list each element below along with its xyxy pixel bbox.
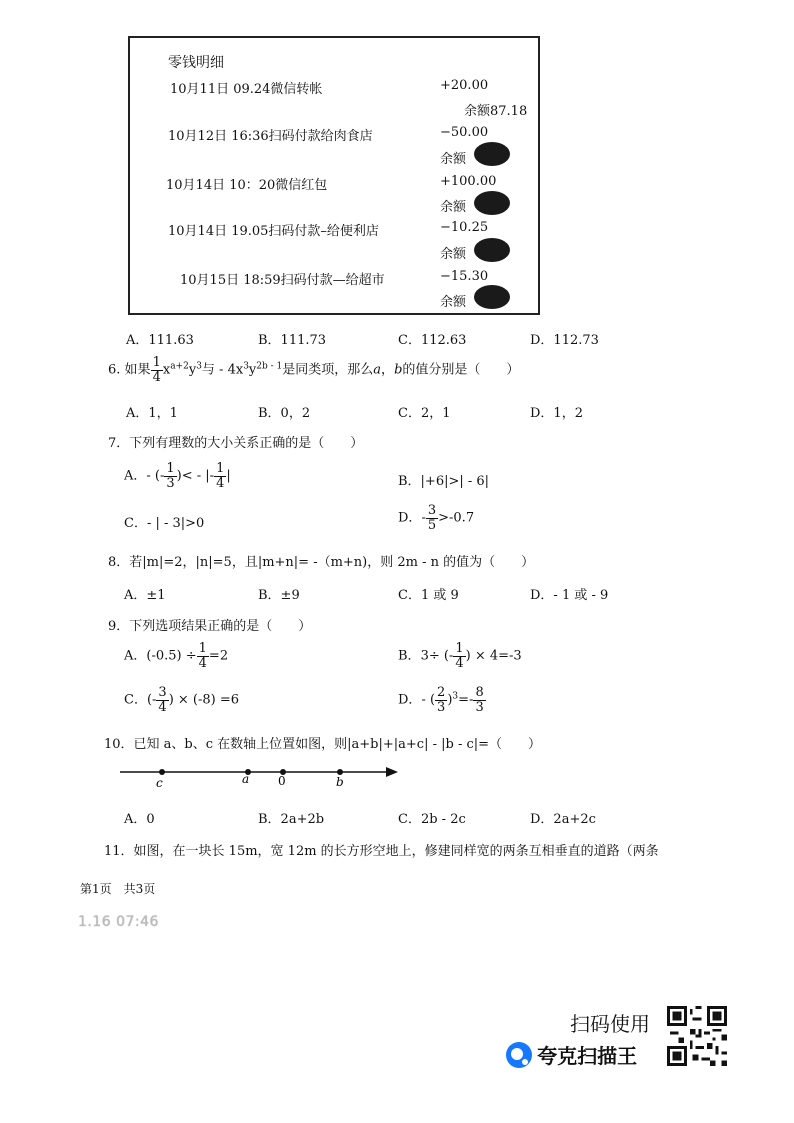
q6-option-b: B．0，2	[258, 406, 311, 421]
q7-stem: 7．下列有理数的大小关系正确的是（ ）	[108, 436, 364, 451]
q5-option-b: B．111.73	[258, 333, 327, 348]
wallet-row-desc: 10月12日 16:36扫码付款给肉食店	[168, 129, 373, 144]
wallet-row-desc: 10月15日 18:59扫码付款—给超市	[180, 273, 385, 288]
label-c: c	[156, 776, 163, 790]
timestamp-watermark: 1.16 07:46	[78, 914, 159, 930]
q8-stem: 8．若|m|=2，|n|=5，且|m+n|= -（m+n)，则 2m - n 的值为（ ）	[108, 555, 535, 570]
fraction: $\frac{1}{3}$	[166, 461, 175, 491]
q8-option-d: D．- 1 或 - 9	[530, 588, 609, 603]
fraction: $\frac{3}{5}$	[427, 503, 437, 533]
number-line	[118, 760, 408, 790]
wallet-row-balance: 余额	[440, 152, 467, 167]
q9-option-a: A．(-0.5) ÷ $\frac{1}{4}$ =2	[124, 641, 229, 671]
fraction: $\frac{1}{4}$	[198, 641, 207, 671]
page-number: 第1页 共3页	[80, 882, 156, 896]
q8-option-c: C．1 或 9	[398, 588, 459, 603]
wallet-title: 零钱明细	[168, 55, 224, 71]
label-a: a	[242, 772, 250, 786]
wallet-row-amount: −50.00	[440, 125, 489, 140]
wallet-row-balance: 余额	[440, 295, 467, 310]
q6-option-a: A．1，1	[126, 406, 178, 421]
scanner-brand	[505, 1040, 637, 1069]
q9-stem: 9．下列选项结果正确的是（ ）	[108, 619, 312, 634]
wallet-row-amount: −15.30	[440, 269, 489, 284]
q7-option-b: B．|+6|>| - 6|	[398, 474, 490, 489]
redacted-blob	[474, 191, 510, 215]
qr-code-icon[interactable]	[667, 1006, 727, 1066]
wallet-row-balance: 余额	[440, 247, 467, 262]
wallet-row-desc: 10月14日 10：20微信红包	[166, 178, 328, 193]
wallet-row-balance: 余额87.18	[464, 104, 528, 119]
q6-option-c: C．2，1	[398, 406, 451, 421]
q6-option-d: D．1，2	[530, 406, 583, 421]
q10-option-d: D．2a+2c	[530, 812, 596, 827]
brand-name: 夸克扫描王	[537, 1044, 638, 1068]
scan-to-use-label: 扫码使用	[570, 1012, 650, 1036]
q6-stem: 6. 如果 $\frac{1}{4}$ $x^{a+2}y^3$与 - $4x^3y^{2b - 1}$是同类项，那么a，b的值分别是（ ）	[108, 355, 520, 385]
q5-option-a: A．111.63	[126, 333, 194, 348]
q10-option-a: A．0	[124, 812, 155, 827]
label-0: 0	[278, 774, 286, 788]
q7-option-a: A．- (- $\frac{1}{3}$ )< - |- $\frac{1}{4}$ |	[124, 461, 231, 491]
q9-option-b: B．3÷ (- $\frac{1}{4}$ ) × 4=-3	[398, 641, 522, 671]
point-c	[159, 769, 165, 775]
q10-option-b: B．2a+2b	[258, 812, 325, 827]
fraction: $\frac{1}{4}$	[216, 461, 225, 491]
quark-logo-icon	[505, 1041, 533, 1069]
redacted-blob	[474, 238, 510, 262]
q7-option-d: D．- $\frac{3}{5}$ >-0.7	[398, 503, 475, 533]
q5-option-c: C．112.63	[398, 333, 467, 348]
fraction: $\frac{1}{4}$	[455, 641, 464, 671]
fraction: $\frac{8}{3}$	[475, 685, 484, 715]
fraction: $\frac{3}{4}$	[158, 685, 167, 715]
wallet-row-balance: 余额	[440, 200, 467, 215]
q9-option-d: D．- ( $\frac{2}{3}$ )$^3$=- $\frac{8}{3}$	[398, 685, 484, 715]
q10-option-c: C．2b - 2c	[398, 812, 466, 827]
redacted-blob	[474, 285, 510, 309]
wallet-detail-box	[128, 36, 540, 315]
wallet-row-amount: +20.00	[440, 78, 489, 93]
wallet-row-amount: −10.25	[440, 220, 489, 235]
redacted-blob	[474, 142, 510, 166]
wallet-row-amount: +100.00	[440, 174, 497, 189]
fraction: $\frac{2}{3}$	[437, 685, 446, 715]
fraction: $\frac{1}{4}$	[152, 355, 161, 385]
q8-option-b: B．±9	[258, 588, 300, 603]
q11-stem: 11．如图，在一块长 15m，宽 12m 的长方形空地上，修建同样宽的两条互相垂直的道路（两条	[104, 844, 659, 859]
q10-stem: 10．已知 a、b、c 在数轴上位置如图，则|a+b|+|a+c| - |b - c|=（ ）	[104, 737, 542, 752]
number-line-arrow	[386, 767, 398, 777]
label-b: b	[336, 775, 344, 789]
wallet-row-desc: 10月14日 19.05扫码付款–给便利店	[168, 224, 379, 239]
q8-option-a: A．±1	[124, 588, 166, 603]
wallet-row-desc: 10月11日 09.24微信转帐	[170, 82, 323, 97]
q5-option-d: D．112.73	[530, 333, 599, 348]
q7-option-c: C．- | - 3|>0	[124, 516, 205, 531]
q9-option-c: C．(- $\frac{3}{4}$ ) × (-8) =6	[124, 685, 240, 715]
